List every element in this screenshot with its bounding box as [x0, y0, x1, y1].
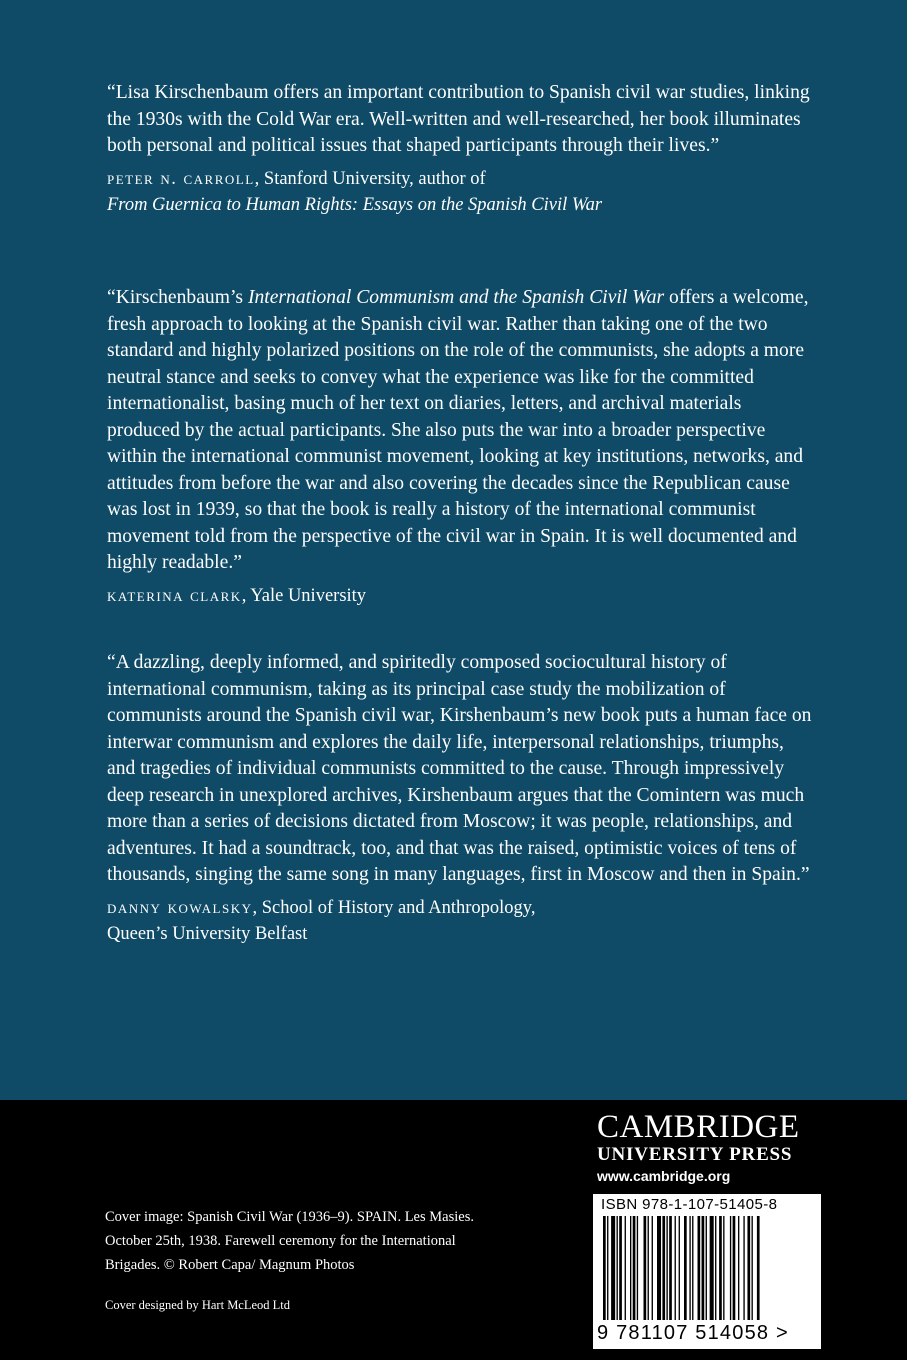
endorser-affiliation-line2: Queen’s University Belfast — [107, 923, 308, 944]
barcode-bar — [698, 1216, 701, 1320]
quote-rest: offers a welcome, fresh approach to looking at the Spanish civil war. Rather than taking one of the two standard and highly polarized positions on the role of the communists, she adopts a more neutral stance and seeks to convey what the experience was like for the committed internationalist, basing much of her text on diaries, letters, and archival materials produced by the actual participants. She also puts the war into a broader perspective within the international communist movement, looking at key institutions, networks, and attitudes from before the war and also covering the decades since the Republican cause was lost in 1939, so that the book is really a history of the international communist movement told from the perspective of the civil war in Spain. It is well documented and highly readable.” — [107, 287, 809, 573]
quote-book-title: International Communism and the Spanish Civil War — [247, 287, 665, 308]
publisher-url: www.cambridge.org — [597, 1168, 731, 1184]
barcode-bar — [692, 1216, 693, 1320]
barcode-bar — [684, 1216, 687, 1320]
endorsement-quote — [107, 285, 812, 577]
endorser-work-title: From Guernica to Human Rights: Essays on the Spanish Civil War — [107, 194, 603, 215]
barcode-bar — [625, 1216, 626, 1320]
barcode-bar — [669, 1216, 672, 1320]
endorsement-attribution — [107, 895, 812, 947]
endorser-name: danny kowalsky — [107, 897, 253, 918]
publisher-subtitle: UNIVERSITY PRESS — [597, 1144, 793, 1165]
barcode-bar — [611, 1216, 615, 1320]
barcode-bar — [730, 1216, 731, 1320]
endorsement-quote: “Lisa Kirschenbaum offers an important contribution to Spanish civil war studies, linking the 1930s with the Cold War era. Well-written and well-researched, her book illuminates both personal and political issues that shaped participants through their lives.” — [107, 82, 810, 156]
publisher-logo — [597, 1110, 827, 1186]
isbn-number: ISBN 978-1-107-51405-8 — [601, 1196, 778, 1213]
publisher-name: CAMBRIDGE — [597, 1109, 800, 1145]
endorsement-quote: “A dazzling, deeply informed, and spiritedly composed sociocultural history of international communism, taking as its principal case study the mobilization of communists around the Spanish civil war, Kirshenbaum’s new book puts a human face on interwar communism and explores the daily life, interpersonal relationships, triumphs, and tragedies of individual communists committed to the cause. Through impressively deep research in unexplored archives, Kirshenbaum argues that the Comintern was much more than a series of decisions dictated from Moscow; it was people, relationships, and adventures. It had a soundtrack, too, and that was the raised, optimistic voices of tens of thousands, singing the same song in many languages, first in Moscow and then in Spain.” — [107, 652, 812, 885]
endorsement-clark — [107, 285, 812, 609]
barcode-bar — [603, 1216, 606, 1320]
barcode-bar — [679, 1216, 680, 1320]
footer-band — [0, 1100, 907, 1360]
barcode-bar — [607, 1216, 608, 1320]
barcode-bar — [648, 1216, 649, 1320]
barcode-bar — [637, 1216, 638, 1320]
barcode-bar — [675, 1216, 676, 1320]
cover-image-credit: Cover image: Spanish Civil War (1936–9). SPAIN. Les Masies. October 25th, 1938. Farewell ceremony for the International Brigades. © Robert Capa/ Magnum Photos — [105, 1209, 474, 1273]
barcode-bar — [644, 1216, 647, 1320]
barcode-bar — [719, 1216, 722, 1320]
barcode-bar — [619, 1216, 622, 1320]
cover-designer-credit: Cover designed by Hart McLeod Ltd — [105, 1298, 291, 1312]
endorser-affiliation: , Yale University — [241, 585, 367, 606]
barcode-bar — [702, 1216, 705, 1320]
barcode-bar — [706, 1216, 707, 1320]
barcode-bar — [652, 1216, 653, 1320]
endorser-name: peter n. carroll — [107, 168, 255, 189]
barcode-bar — [715, 1216, 716, 1320]
quote-start: “Kirschenbaum’s — [107, 287, 248, 308]
barcode-bar — [630, 1216, 631, 1320]
barcode-bar — [657, 1216, 661, 1320]
isbn-barcode — [593, 1194, 821, 1349]
barcode-bar — [757, 1216, 760, 1320]
endorser-name: katerina clark — [107, 585, 242, 606]
barcode-bar — [723, 1216, 724, 1320]
barcode-bar — [666, 1216, 667, 1320]
barcode-bar — [617, 1216, 618, 1320]
endorsement-carroll — [107, 80, 812, 218]
endorser-affiliation: , Stanford University, author of — [254, 168, 486, 189]
barcode-bar — [743, 1216, 744, 1320]
endorsement-attribution — [107, 166, 812, 218]
barcode-bar — [747, 1216, 750, 1320]
barcode-bar — [752, 1216, 753, 1320]
barcode-bar — [738, 1216, 739, 1320]
barcode-bar — [710, 1216, 714, 1320]
barcode-digits: 9 781107 514058 > — [597, 1322, 789, 1344]
barcode-bar — [633, 1216, 636, 1320]
barcode-bar — [733, 1216, 736, 1320]
endorsement-attribution — [107, 583, 812, 609]
barcode-bar — [689, 1216, 690, 1320]
barcode-bar — [662, 1216, 665, 1320]
endorsement-kowalsky — [107, 650, 812, 947]
endorser-affiliation: , School of History and Anthropology, — [252, 897, 536, 918]
barcode-bars — [599, 1216, 813, 1322]
